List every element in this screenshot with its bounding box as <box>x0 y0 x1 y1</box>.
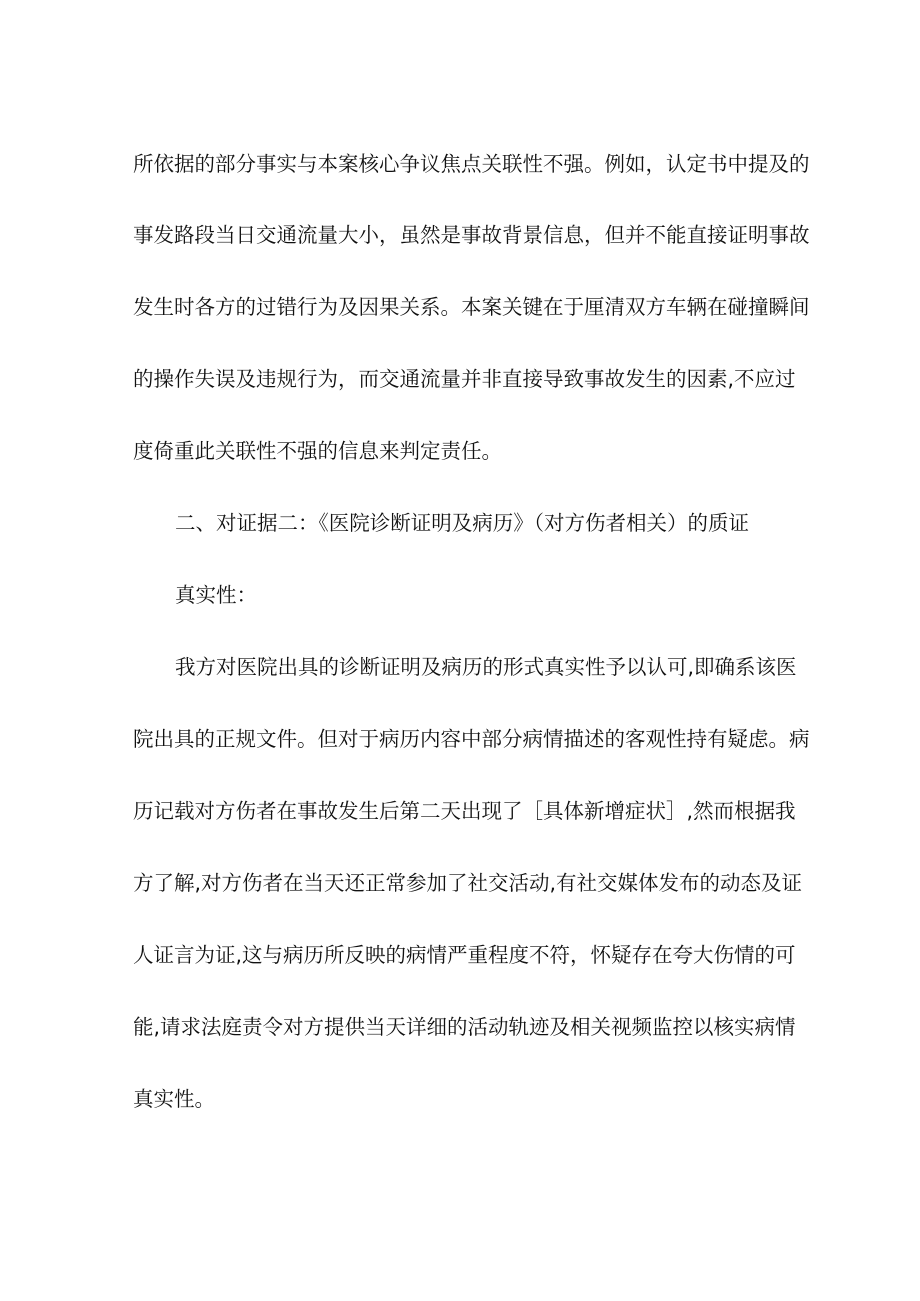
paragraph2-line-4: 方了解,对方伤者在当天还正常参加了社交活动,有社交媒体发布的动态及证 <box>133 871 803 895</box>
section-heading: 二、对证据二：《医院诊断证明及病历》（对方伤者相关）的质证 <box>175 511 749 535</box>
paragraph2-line-3: 历记载对方伤者在事故发生后第二天出现了［具体新增症状］,然而根据我 <box>133 799 796 823</box>
paragraph1-line-3: 发生时各方的过错行为及因果关系。本案关键在于厘清双方车辆在碰撞瞬间 <box>133 295 810 319</box>
subheading-authenticity: 真实性： <box>175 583 257 607</box>
paragraph1-line-4: 的操作失误及违规行为，而交通流量并非直接导致事故发生的因素,不应过 <box>133 367 796 391</box>
paragraph1-line-1: 所依据的部分事实与本案核心争议焦点关联性不强。例如，认定书中提及的 <box>133 152 810 176</box>
paragraph2-line-1: 我方对医院出具的诊断证明及病历的形式真实性予以认可,即确系该医 <box>175 655 797 679</box>
paragraph2-line-7: 真实性。 <box>133 1087 215 1111</box>
paragraph1-line-5: 度倚重此关联性不强的信息来判定责任。 <box>133 439 502 463</box>
paragraph2-line-6: 能,请求法庭责令对方提供当天详细的活动轨迹及相关视频监控以核实病情 <box>133 1015 796 1039</box>
paragraph2-line-5: 人证言为证,这与病历所反映的病情严重程度不符，怀疑存在夸大伤情的可 <box>133 943 796 967</box>
paragraph2-line-2: 院出具的正规文件。但对于病历内容中部分病情描述的客观性持有疑虑。病 <box>133 727 810 751</box>
paragraph1-line-2: 事发路段当日交通流量大小，虽然是事故背景信息，但并不能直接证明事故 <box>133 223 810 247</box>
